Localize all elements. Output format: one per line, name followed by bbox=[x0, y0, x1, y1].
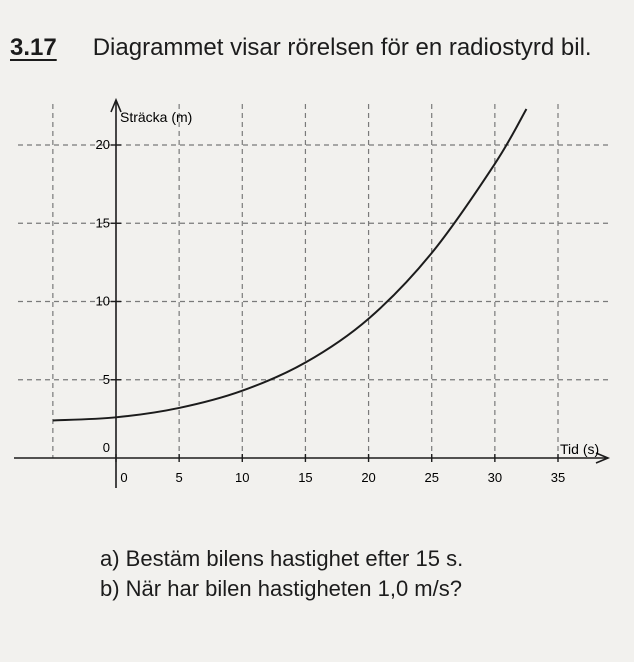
x-tick-label-30: 30 bbox=[487, 470, 503, 485]
problem-statement: Diagrammet visar rörelsen för en radiostyrd bil. bbox=[92, 34, 592, 61]
chart-grid bbox=[18, 104, 608, 458]
y-tick-label-15: 15 bbox=[95, 215, 110, 231]
y-tick-label-0: 0 bbox=[102, 440, 110, 455]
x-tick-label-35: 35 bbox=[550, 470, 566, 485]
x-tick-label-25: 25 bbox=[424, 470, 439, 485]
problem-number: 3.17 bbox=[10, 34, 57, 61]
x-tick-label-15: 15 bbox=[298, 470, 313, 485]
problem-header bbox=[10, 34, 592, 62]
series-line-0 bbox=[53, 109, 527, 420]
x-tick-label-5: 5 bbox=[175, 470, 183, 485]
distance-time-chart bbox=[0, 80, 634, 500]
question-a: a) Bestäm bilens hastighet efter 15 s. bbox=[100, 546, 464, 571]
y-tick-label-20: 20 bbox=[95, 137, 110, 152]
x-tick-label-0: 0 bbox=[120, 470, 128, 485]
x-axis-label: Tid (s) bbox=[560, 441, 600, 457]
x-tick-label-10: 10 bbox=[235, 470, 250, 485]
x-tick-label-20: 20 bbox=[361, 470, 376, 485]
questions bbox=[100, 544, 463, 604]
y-tick-label-10: 10 bbox=[95, 293, 110, 309]
question-b: b) När har bilen hastigheten 1,0 m/s? bbox=[100, 576, 462, 601]
y-axis-label: Sträcka (m) bbox=[120, 109, 193, 125]
y-tick-label-5: 5 bbox=[102, 371, 110, 387]
chart-curve bbox=[53, 109, 527, 421]
